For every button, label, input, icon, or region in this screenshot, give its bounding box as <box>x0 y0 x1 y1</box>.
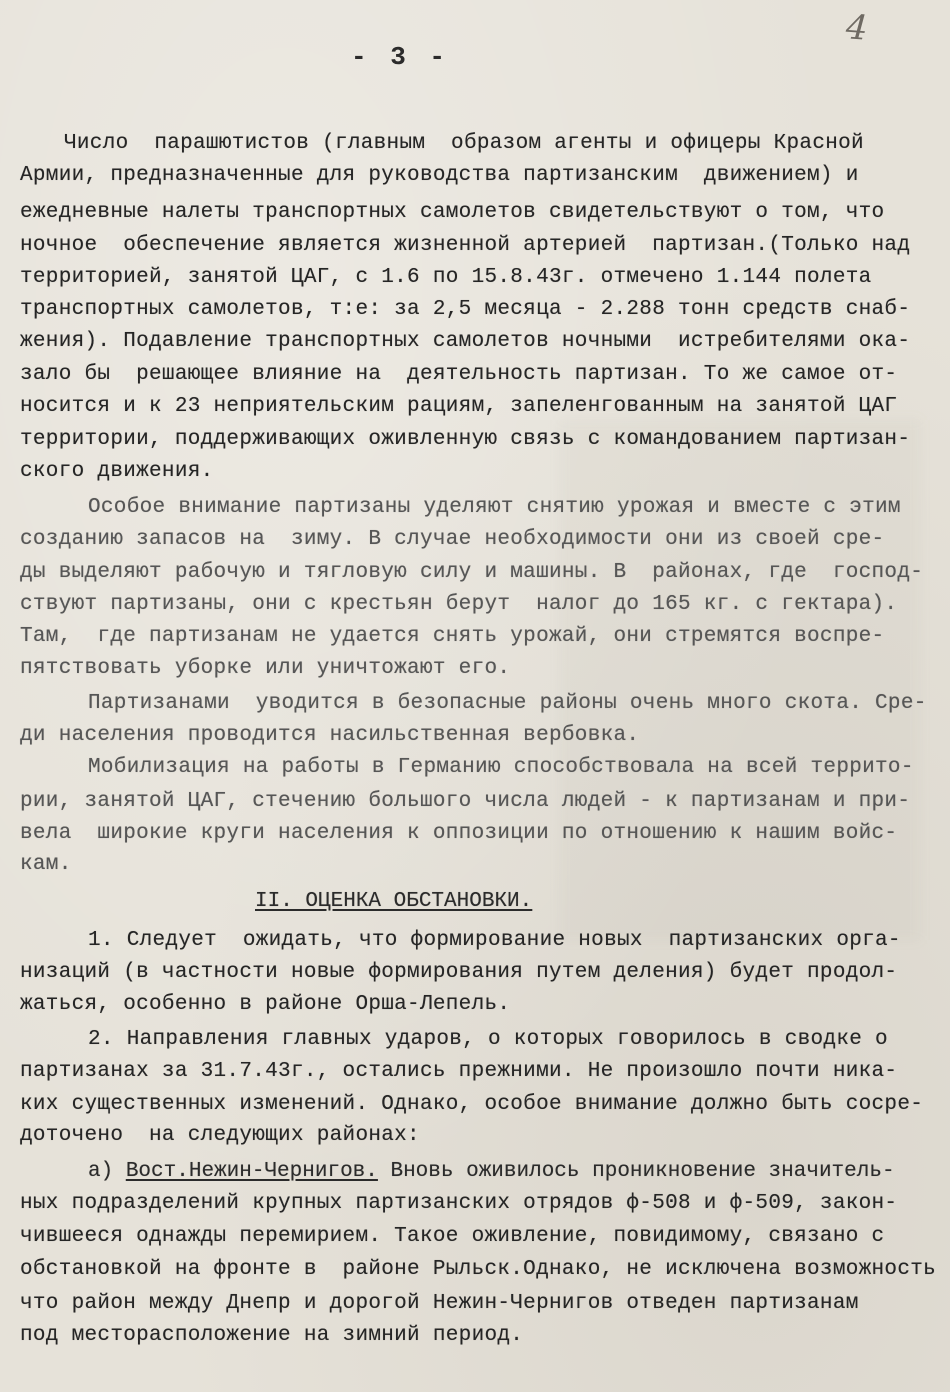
subpoint-place: Вост.Нежин-Чернигов. <box>125 1160 378 1183</box>
subpoint-first-line-rest: Вновь оживилось проникновение значитель- <box>377 1160 895 1183</box>
text-line: 1. Следует ожидать, что формирование новых партизанских орга- <box>88 929 901 952</box>
text-line: территории, поддерживающих оживленную связь с командованием партизан- <box>20 428 911 451</box>
text-line: кам. <box>20 853 72 876</box>
text-line: обстановкой на фронте в районе Рыльск.Однако, не исключена возможность <box>20 1258 937 1281</box>
section-heading: II. ОЦЕНКА ОБСТАНОВКИ. <box>255 890 533 913</box>
text-line: ежедневные налеты транспортных самолетов свидетельствуют о том, что <box>20 201 885 224</box>
text-line: что район между Днепр и дорогой Нежин-Чернигов отведен партизанам <box>20 1292 859 1315</box>
text-line: территорией, занятой ЦАГ, с 1.6 по 15.8.43г. отмечено 1.144 полета <box>20 266 872 289</box>
text-line: транспортных самолетов, т:е: за 2,5 месяца - 2.288 тонн средств снаб- <box>20 298 911 321</box>
text-line: под месторасположение на зимний период. <box>20 1324 524 1347</box>
text-line: ды выделяют рабочую и тягловую силу и машины. В районах, где господ- <box>20 561 924 584</box>
text-line: ствуют партизаны, они с крестьян берут налог до 165 кг. с гектара). <box>20 593 898 616</box>
text-line: пятствовать уборке или уничтожают его. <box>20 657 511 680</box>
text-line: доточено на следующих районах: <box>20 1124 420 1147</box>
text-line: низаций (в частности новые формирования путем деления) будет продол- <box>20 961 898 984</box>
text-line: рии, занятой ЦАГ, стечению большого числа людей - к партизанам и при- <box>20 790 911 813</box>
text-line: Там, где партизанам не удается снять урожай, они стремятся воспре- <box>20 625 885 648</box>
text-line: вела широкие круги населения к оппозиции по отношению к нашим войс- <box>20 822 898 845</box>
text-line: ных подразделений крупных партизанских отрядов ф-508 и ф-509, закон- <box>20 1192 898 1215</box>
text-line: Особое внимание партизаны уделяют снятию урожая и вместе с этим <box>88 496 901 519</box>
text-line: Мобилизация на работы в Германию способствовала на всей террито- <box>88 756 914 779</box>
text-line: чившееся однажды перемирием. Такое оживление, повидимому, связано с <box>20 1225 885 1248</box>
text-line: носится и к 23 неприятельским рациям, запеленгованным на занятой ЦАГ <box>20 395 898 418</box>
text-line: Число парашютистов (главным образом агенты и офицеры Красной <box>64 132 864 155</box>
text-line: 2. Направления главных ударов, о которых говорилось в сводке о <box>88 1028 888 1051</box>
text-line: ди населения проводится насильственная вербовка. <box>20 724 640 747</box>
subpoint-first-line <box>88 1158 895 1185</box>
subpoint-label: а) <box>88 1160 114 1183</box>
text-line: ночное обеспечение является жизненной артерией партизан.(Только над <box>20 234 911 257</box>
text-line: жаться, особенно в районе Орша-Лепель. <box>20 993 511 1016</box>
text-line: зало бы решающее влияние на деятельность партизан. То же самое от- <box>20 363 898 386</box>
text-line: ского движения. <box>20 460 214 483</box>
text-line: жения). Подавление транспортных самолетов ночными истребителями ока- <box>20 330 911 353</box>
text-line: партизанах за 31.7.43г., остались прежними. Не произошло почти ника- <box>20 1060 898 1083</box>
text-line: Армии, предназначенные для руководства партизанским движением) и <box>20 164 859 187</box>
text-line: Партизанами уводится в безопасные районы очень много скота. Сре- <box>88 692 927 715</box>
text-line: ких существенных изменений. Однако, особое внимание должно быть сосре- <box>20 1093 924 1116</box>
text-line: созданию запасов на зиму. В случае необходимости они из своей сре- <box>20 528 885 551</box>
archive-handwritten-mark: 4 <box>844 7 870 49</box>
page-number: - 3 - <box>350 42 449 72</box>
